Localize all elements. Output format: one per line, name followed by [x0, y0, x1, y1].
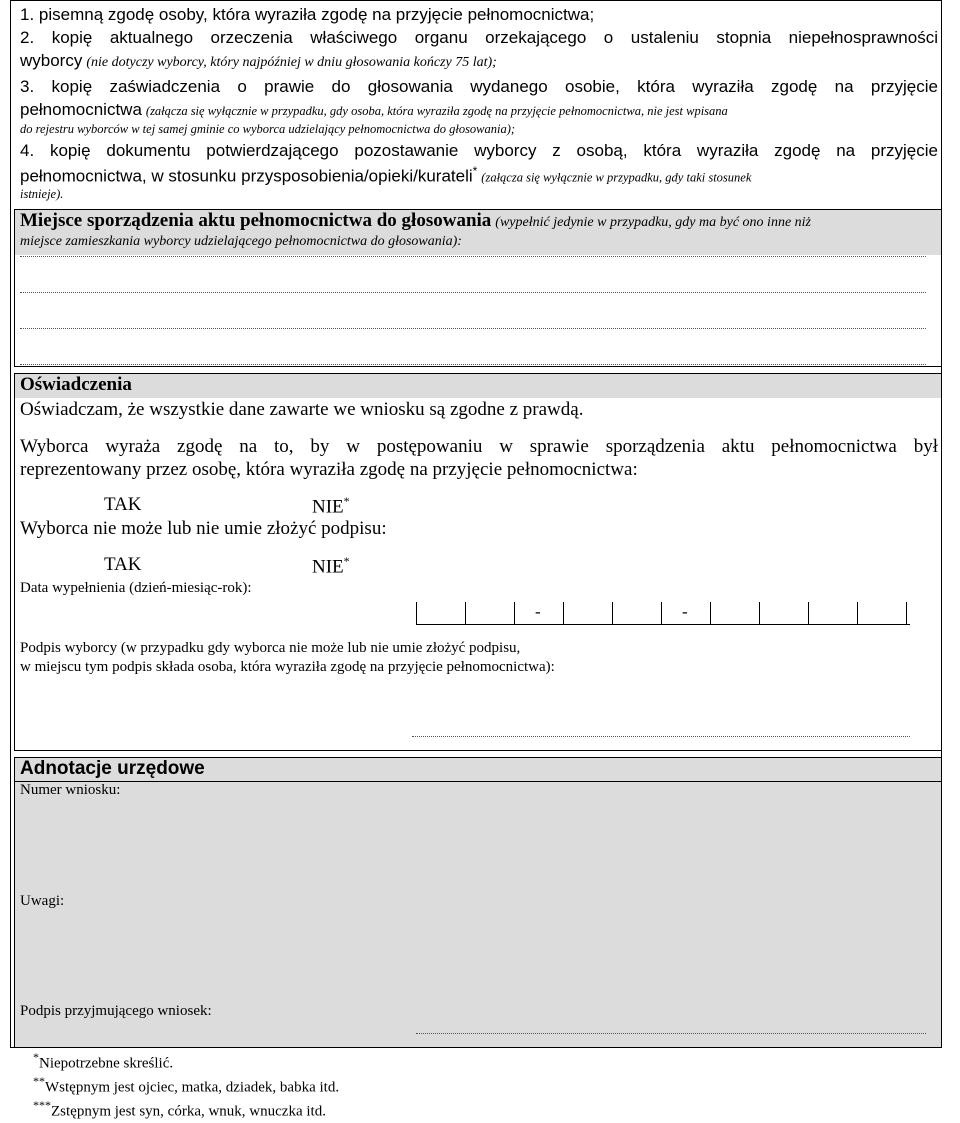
- cannot-sign-no-option[interactable]: NIE*: [312, 554, 350, 578]
- attachment-item-4-note: (załącza się wyłącznie w przypadku, gdy taki stosunek: [481, 170, 752, 185]
- attachment-item-2: 2. kopię aktualnego orzeczenia właściwego organu orzekającego o ustaleniu stopnia niepełnosprawności: [20, 28, 938, 47]
- attachment-item-4-cont: pełnomocnictwa, w stosunku przysposobienia/opieki/kurateli* (załącza się wyłącznie w przypadku, gdy taki stosunek: [20, 164, 752, 186]
- place-line-3[interactable]: [20, 328, 926, 329]
- place-line-1[interactable]: [20, 256, 926, 257]
- attachment-item-1: 1. pisemną zgodę osoby, która wyraziła zgodę na przyjęcie pełnomocnictwa;: [20, 5, 595, 24]
- official-heading: Adnotacje urzędowe: [20, 758, 205, 779]
- place-note-2: miejsce zamieszkania wyborcy udzielającego pełnomocnictwa do głosowania):: [20, 234, 462, 249]
- consent-text-1: Wyborca wyraża zgodę na to, by w postępowaniu w sprawie sporządzenia aktu pełnomocnictwa był: [20, 436, 938, 457]
- declaration-text: Oświadczam, że wszystkie dane zawarte we wniosku są zgodne z prawdą.: [20, 399, 584, 420]
- voter-signature-line[interactable]: [412, 736, 910, 737]
- statements-header: [15, 374, 941, 398]
- footnote-1: *Niepotrzebne skreślić.: [33, 1050, 174, 1072]
- place-line-4[interactable]: [20, 364, 926, 365]
- statements-heading: Oświadczenia: [20, 374, 132, 395]
- place-heading-line: [20, 210, 811, 232]
- footnote-2: **Wstępnym jest ojciec, matka, dziadek, babka itd.: [33, 1074, 340, 1096]
- signature-label-1: Podpis wyborcy (w przypadku gdy wyborca nie może lub nie umie złożyć podpisu,: [20, 640, 521, 656]
- receiver-signature-label: Podpis przyjmującego wniosek:: [20, 1003, 212, 1019]
- attachment-item-3: 3. kopię zaświadczenia o prawie do głosowania wydanego osobie, która wyraziła zgodę na przyjęcie: [20, 77, 938, 96]
- attachment-item-2-cont: wyborcy (nie dotyczy wyborcy, który najpóźniej w dniu głosowania kończy 75 lat);: [20, 51, 497, 70]
- consent-no-option[interactable]: NIE*: [312, 494, 350, 518]
- cannot-sign-label: Wyborca nie może lub nie umie złożyć podpisu:: [20, 518, 387, 539]
- place-heading: Miejsce sporządzenia aktu pełnomocnictwa do głosowania: [20, 210, 492, 231]
- signature-label-2: w miejscu tym podpis składa osoba, która wyraziła zgodę na przyjęcie pełnomocnictwa):: [20, 659, 555, 675]
- date-separator-1: -: [535, 602, 541, 621]
- date-separator-2: -: [682, 602, 688, 621]
- date-label: Data wypełnienia (dzień-miesiąc-rok):: [20, 580, 252, 596]
- attachment-item-3-note-2: do rejestru wyborców w tej samej gminie co wyborca udzielający pełnomocnictwa do głosowania);: [20, 122, 516, 136]
- remarks-label: Uwagi:: [20, 893, 65, 909]
- place-line-2[interactable]: [20, 292, 926, 293]
- consent-yes-option[interactable]: TAK: [104, 494, 142, 515]
- attachment-item-3-note: (załącza się wyłącznie w przypadku, gdy osoba, która wyraziła zgodę na przyjęcie pełnomocnictwa, nie jest wpisana: [145, 104, 728, 118]
- official-divider: [14, 781, 942, 782]
- place-section: [14, 209, 942, 367]
- cannot-sign-yes-option[interactable]: TAK: [104, 554, 142, 575]
- application-number-label: Numer wniosku:: [20, 782, 121, 798]
- place-note-1: (wypełnić jedynie w przypadku, gdy ma być ono inne niż: [495, 215, 811, 230]
- consent-text-2: reprezentowany przez osobę, która wyraziła zgodę na przyjęcie pełnomocnictwa:: [20, 459, 638, 480]
- receiver-signature-line[interactable]: [416, 1033, 926, 1034]
- attachment-item-4-note-2: istnieje).: [20, 187, 64, 201]
- attachment-item-2-note: (nie dotyczy wyborcy, który najpóźniej w dniu głosowania kończy 75 lat);: [86, 55, 497, 70]
- attachment-item-4: 4. kopię dokumentu potwierdzającego pozostawanie wyborcy z osobą, która wyraziła zgodę na przyjęcie: [20, 141, 938, 160]
- attachment-item-3-cont: pełnomocnictwa (załącza się wyłącznie w przypadku, gdy osoba, która wyraziła zgodę na przyjęcie pełnomocnictwa, nie jest wpisana: [20, 100, 728, 119]
- footnote-3: ***Zstępnym jest syn, córka, wnuk, wnuczka itd.: [33, 1098, 326, 1120]
- statements-section: [14, 373, 942, 751]
